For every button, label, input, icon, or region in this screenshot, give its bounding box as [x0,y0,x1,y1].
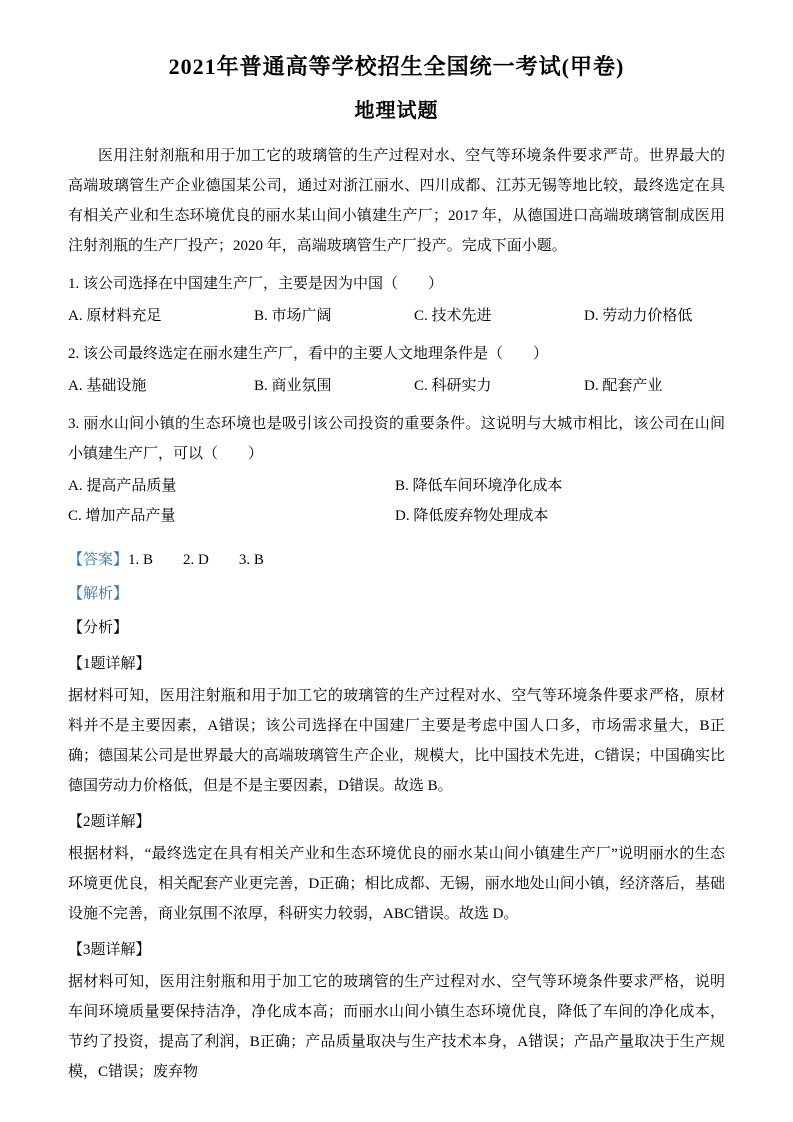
detail-1-text: 据材料可知，医用注射瓶和用于加工它的玻璃管的生产过程对水、空气等环境条件要求严格，原材料并不是主要因素，A错误；该公司选择在中国建厂主要是考虑中国人口多，市场需求量大，B正确；德国某公司是世界最大的高端玻璃管生产企业，规模大，比中国技术先进，C错误；中国确实比德国劳动力价格低，但是不是主要因素，D错误。故选 B。 [68,687,725,794]
detail-3-heading: 【3题详解】 [68,941,151,958]
answer-item-1: 1. B [128,551,154,568]
question-3-stem: 3. 丽水山间小镇的生态环境也是吸引该公司投资的重要条件。这说明与大城市相比，该公司在山间小镇建生产厂，可以（ ） [68,415,725,462]
detail-2-text: 根据材料，“最终选定在具有相关产业和生态环境优良的丽水某山间小镇建生产厂”说明丽水的生态环境更优良，相关配套产业更完善，D正确；相比成都、无锡，丽水地处山间小镇，经济落后，基础设施不完善，商业氛围不浓厚，科研实力较弱，ABC错误。故选 D。 [68,845,725,922]
answer-item-2: 2. D [183,551,209,568]
option-a: A. 基础设施 [68,377,147,394]
question-3-options [68,471,725,531]
fenxi-line [68,613,725,643]
detail-3-text: 据材料可知，医用注射瓶和用于加工它的玻璃管的生产过程对水、空气等环境条件要求严格，说明车间环境质量要保持洁净，净化成本高；而丽水山间小镇生态环境优良，降低了车间的净化成本，节约了投资，提高了利润，B正确；产品质量取决与生产技术本身，A错误；产品产量取决于生产规模，C错误；废弃物 [68,973,725,1080]
option-c: C. 技术先进 [414,307,492,324]
question-1-stem: 1. 该公司选择在中国建生产厂，主要是因为中国（ ） [68,275,444,292]
fenxi-label: 【分析】 [68,619,129,636]
detail-2-heading: 【2题详解】 [68,813,151,830]
page-subtitle: 地理试题 [354,99,439,122]
option-c: C. 科研实力 [414,377,492,394]
option-d: D. 配套产业 [584,377,663,394]
answer-item-3: 3. B [238,551,264,568]
analysis-line [68,579,725,609]
option-b: B. 商业氛围 [254,377,332,394]
passage: 医用注射剂瓶和用于加工它的玻璃管的生产过程对水、空气等环境条件要求严苛。世界最大的高端玻璃管生产企业德国某公司，通过对浙江丽水、四川成都、江苏无锡等地比较，最终选定在具有相关产业和生态环境优良的丽水某山间小镇建生产厂；2017 年，从德国进口高端玻璃管制成医用注射剂瓶的生产厂投产；2020 年，高端玻璃管生产厂投产。完成下面小题。 [68,147,725,254]
detail-1-heading: 【1题详解】 [68,655,151,672]
option-c: C. 增加产品产量 [68,507,176,524]
question-1-options [68,301,725,331]
question-3 [68,409,725,531]
page-title: 2021年普通高等学校招生全国统一考试(甲卷) [168,54,625,79]
option-d: D. 劳动力价格低 [584,307,693,324]
question-2 [68,339,725,401]
question-1 [68,269,725,331]
answer-line [68,545,725,575]
option-b: B. 市场广阔 [254,307,332,324]
analysis-label: 【解析】 [68,585,129,602]
question-2-options [68,371,725,401]
answer-label: 【答案】 [68,551,129,568]
option-a: A. 原材料充足 [68,307,162,324]
option-a: A. 提高产品质量 [68,477,177,494]
question-2-stem: 2. 该公司最终选定在丽水建生产厂，看中的主要人文地理条件是（ ） [68,345,549,362]
option-b: B. 降低车间环境净化成本 [395,477,563,494]
option-d: D. 降低废弃物处理成本 [395,507,549,524]
